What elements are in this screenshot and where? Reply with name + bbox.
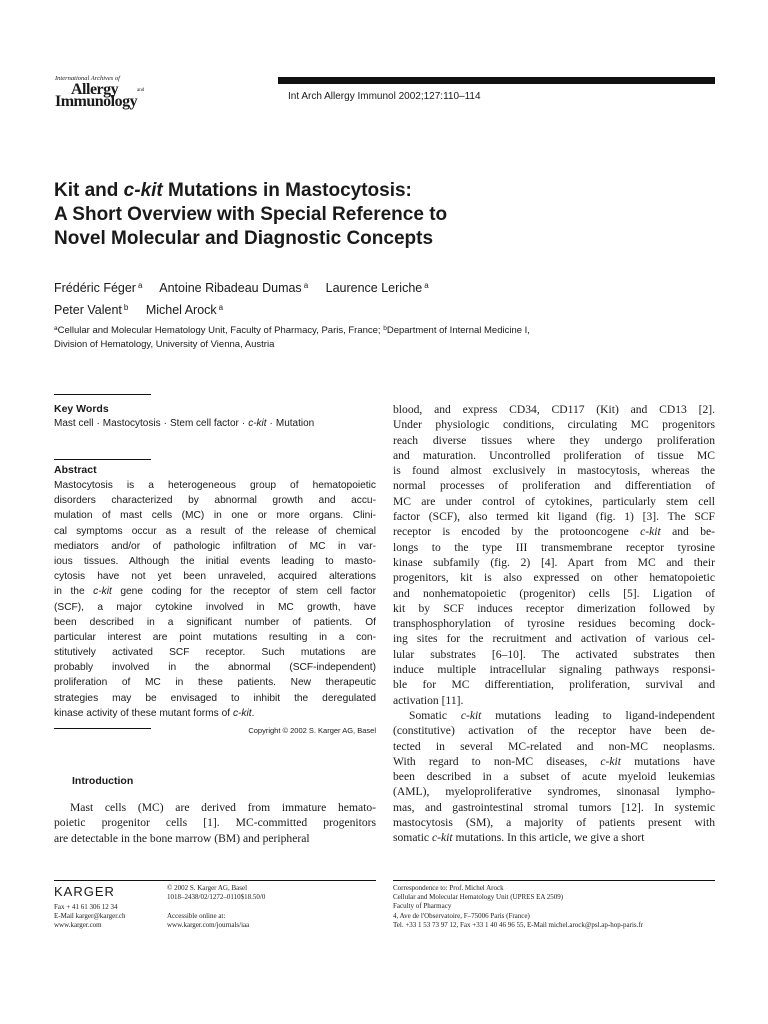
- text-line: strategies may be envisaged to inhibit the deregulated: [54, 692, 376, 704]
- introduction-body: [54, 800, 376, 846]
- keyword: Mastocytosis: [102, 418, 161, 429]
- text-line: stitutively activated SCF receptor. Such mutations are: [54, 647, 376, 659]
- text-line: cal symptoms occur as a result of the release of chemical: [54, 525, 376, 537]
- text-line: progenitors, kit is also expressed on other hematopoietic: [393, 571, 715, 585]
- keywords-list: Mast cell · Mastocytosis · Stem cell factor · c-kit · Mutation: [54, 418, 315, 429]
- text-line: (SCF), a major cytokine involved in MC growth, have: [54, 601, 376, 613]
- text-line: (AML), myeloproliferative syndromes, sinonasal lympho-: [393, 785, 715, 799]
- text-line: mas, and gastrointestinal stromal tumors [12]. In systemic: [393, 800, 715, 814]
- text-line: mulation of mast cells (MC) in one or more organs. Clini-: [54, 510, 376, 522]
- publisher-contact: Fax + 41 61 306 12 34 E-Mail karger@karger.ch www.karger.com: [54, 903, 126, 930]
- logo-line-3: Immunology: [55, 93, 138, 110]
- author: Antoine Ribadeau Dumas $^a$: [159, 281, 309, 295]
- keyword: c-kit: [248, 418, 267, 429]
- footer-rule-left: [54, 880, 376, 881]
- online-access: Accessible online at: www.karger.com/journals/iaa: [167, 912, 250, 930]
- title-line-2: A Short Overview with Special Reference to: [54, 204, 448, 225]
- text-line: activation [11].: [393, 693, 464, 707]
- publisher-logo: KARGER: [54, 884, 115, 899]
- text-line: mastocytosis (SM), a majority of patients present with: [393, 816, 715, 830]
- text-line: ble for MC differentiation, proliferation, survival and: [393, 678, 715, 692]
- text-line: kit by SCF induces receptor dimerization followed by: [393, 601, 715, 615]
- text-line: is found almost exclusively in mastocytosis, whereas the: [393, 464, 715, 478]
- abstract-body: [54, 478, 376, 721]
- logo-line-2-suffix: and: [137, 88, 145, 93]
- author: Michel Arock $^a$: [145, 303, 224, 317]
- text-line: and maturation. Uncontrolled proliferation of tissue MC: [393, 448, 715, 462]
- text-line: tected in several MC-related and non-MC neoplasms.: [393, 739, 715, 753]
- author: Peter Valent $^b$: [54, 303, 129, 317]
- text-line: Somatic c-kit mutations leading to ligand-independent: [409, 708, 715, 722]
- text-line: MC are under control of cytokines, particularly stem cell: [393, 494, 715, 508]
- keyword: Mutation: [275, 418, 315, 429]
- author-row-2: [54, 298, 443, 320]
- publication-info: © 2002 S. Karger AG, Basel 1018–2438/02/1272–0110$18.50/0: [167, 884, 266, 902]
- author: Frédéric Féger $^a$: [54, 281, 143, 295]
- journal-reference: Int Arch Allergy Immunol 2002;127:110–114: [288, 91, 481, 102]
- keywords-rule: [54, 394, 151, 395]
- text-line: disorders characterized by abnormal growth and accu-: [54, 495, 376, 507]
- header-bar: [278, 77, 715, 84]
- copyright-notice: Copyright © 2002 S. Karger AG, Basel: [248, 726, 376, 735]
- text-line: normal processes of proliferation and differentiation of: [393, 479, 715, 493]
- text-line: transphosphorylation of tyrosine residues becoming dock-: [393, 617, 715, 631]
- right-column-body: [393, 402, 715, 846]
- introduction-heading: Introduction: [72, 775, 134, 787]
- keywords-heading: Key Words: [54, 403, 109, 415]
- author: Laurence Leriche $^a$: [325, 281, 429, 295]
- text-line: ious tissues. Although the initial events leading to masto-: [54, 555, 376, 567]
- footer-rule-right: [393, 880, 715, 881]
- keyword: Stem cell factor: [169, 418, 239, 429]
- text-line: (constitutive) activation of the receptor have been de-: [393, 724, 715, 738]
- text-line: in the c-kit gene coding for the receptor of stem cell factor: [54, 586, 376, 598]
- text-line: mediators and/or of pathologic infiltration of MC in var-: [54, 540, 376, 552]
- author-list: [54, 276, 443, 320]
- text-line: been described in a significant number of patients. Of: [54, 616, 376, 628]
- correspondence: Correspondence to: Prof. Michel Arock Cellular and Molecular Hematology Unit (UPRES EA 2509) Faculty of Pharmacy 4, Ave de l'Observatoire, F–75006 Paris (France) Tel. +33 1 53 73 97 12, Fax +33 1 40 46 96 55, E-Mail michel.arock@psl.ap-hop-paris.fr: [393, 884, 644, 929]
- abstract-heading: Abstract: [54, 464, 97, 476]
- text-line: kinase subfamily (fig. 2) [4]. Apart from MC and their: [393, 555, 715, 569]
- text-line: longs to the type III transmembrane receptor tyrosine: [393, 540, 715, 554]
- text-line: factor (SCF), also termed kit ligand (fig. 1) [3]. The SCF: [393, 510, 715, 524]
- text-line: With regard to non-MC diseases, c-kit mutations have: [393, 754, 715, 768]
- text-line: are detectable in the bone marrow (BM) and peripheral: [54, 831, 310, 845]
- author-row-1: [54, 276, 443, 298]
- affiliation-line-1: $^a$Cellular and Molecular Hematology Unit, Faculty of Pharmacy, Paris, France; $^b$Department of Internal Medicine I,: [54, 325, 530, 336]
- text-line: somatic c-kit mutations. In this article, we give a short: [393, 831, 645, 845]
- affiliation-line-2: Division of Hematology, University of Vienna, Austria: [54, 339, 275, 350]
- text-line: Mast cells (MC) are derived from immature hemato-: [70, 801, 376, 814]
- text-line: cytosis have not yet been unraveled, acquired alterations: [54, 571, 376, 583]
- text-line: receptor is encoded by the protooncogene c-kit and be-: [393, 525, 715, 539]
- keyword: Mast cell: [54, 418, 94, 429]
- title-line-1: Kit and c-kit Mutations in Mastocytosis:: [54, 180, 412, 201]
- text-line: and nonhematopoietic (progenitor) cells [5]. Ligation of: [393, 586, 715, 600]
- text-line: poietic progenitor cells [1]. MC-committed progenitors: [54, 816, 376, 830]
- article-title: [54, 179, 694, 251]
- text-line: kinase activity of these mutant forms of c-kit.: [54, 707, 255, 719]
- text-line: particular interest are point mutations resulting in a con-: [54, 631, 376, 643]
- text-line: ing sites for the recruitment and activation of various cel-: [393, 632, 715, 646]
- text-line: Mastocytosis is a heterogeneous group of hematopoietic: [54, 480, 376, 491]
- text-line: reach diverse tissues where they undergo proliferation: [393, 433, 715, 447]
- text-line: probably involved in the abnormal (SCF-independent): [54, 662, 376, 674]
- abstract-rule: [54, 459, 151, 460]
- title-line-3: Novel Molecular and Diagnostic Concepts: [54, 228, 434, 249]
- logo-line-1: International Archives of: [55, 75, 120, 82]
- text-line: Under physiologic conditions, circulating MC progenitors: [393, 418, 715, 432]
- affiliations: [54, 322, 714, 352]
- text-line: induce multiple intracellular signaling pathways responsi-: [393, 663, 715, 677]
- text-line: proliferation of MC in these patients. New therapeutic: [54, 677, 376, 689]
- text-line: lular substrates [6–10]. The activated substrates then: [393, 647, 715, 661]
- logo-line-2: Allergy: [71, 81, 119, 98]
- journal-logo: [55, 75, 165, 115]
- text-line: been described in a subset of acute myeloid leukemias: [393, 770, 715, 784]
- text-line: blood, and express CD34, CD117 (Kit) and CD13 [2].: [393, 403, 715, 416]
